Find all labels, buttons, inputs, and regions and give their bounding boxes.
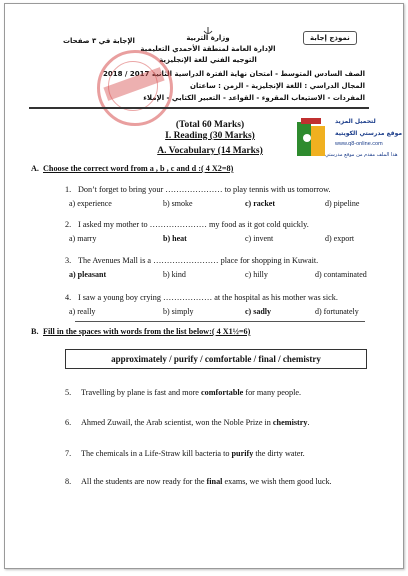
- reading-title: I. Reading (30 Marks): [165, 131, 255, 141]
- question-number: 3.: [65, 256, 72, 265]
- site-logo-line1: لتحميل المزيد: [335, 118, 376, 125]
- question-number: 4.: [65, 293, 72, 302]
- site-logo-line2: موقع مدرستي الكويتية: [335, 130, 403, 137]
- option: d) contaminated: [315, 270, 367, 279]
- sentence: All the students are now ready for the final exams, we wish them good luck.: [81, 477, 332, 486]
- option: d) export: [325, 234, 355, 243]
- option: b) smoke: [163, 199, 193, 208]
- section-a-letter: A.: [31, 164, 39, 173]
- section-b-instruction: Fill in the spaces with words from the list below:( 4 X1½=6): [43, 327, 251, 336]
- question-text: I saw a young boy crying ……………… at the hospital as his mother was sick.: [78, 293, 338, 302]
- sections-line: المفردات - الاستيعاب المقروء - القواعد - التعبير الكتابي - الإملاء: [143, 94, 365, 102]
- pages-note: الإجابة في ٣ صفحات: [63, 37, 135, 45]
- sentence-number: 7.: [65, 449, 72, 458]
- question-number: 2.: [65, 220, 72, 229]
- site-logo-line4: هذا الملف مقدم من موقع مدرستي: [325, 152, 398, 158]
- emblem-icon: [202, 23, 214, 33]
- model-answer-label: نموذج إجابة: [303, 31, 357, 45]
- question-text: Don’t forget to bring your ………………… to play tennis with us tomorrow.: [78, 185, 331, 194]
- supervision-name: التوجيه الفني للغة الإنجليزية: [159, 56, 257, 64]
- option: a) really: [69, 307, 96, 316]
- ministry-name: وزارة التربية: [186, 34, 230, 42]
- question-text: The Avenues Mall is a …………………… place for shopping in Kuwait.: [78, 256, 319, 265]
- option-correct: c) racket: [245, 199, 275, 208]
- word-list: approximately / purify / comfortable / final / chemistry: [111, 354, 321, 364]
- school-stamp: [97, 50, 173, 126]
- option: c) hilly: [245, 270, 268, 279]
- sentence-answer: chemistry: [272, 418, 308, 427]
- option-correct: c) sadly: [245, 307, 271, 316]
- sentence-answer: comfortable: [201, 388, 244, 397]
- total-marks: (Total 60 Marks): [175, 120, 245, 130]
- option: a) marry: [69, 234, 97, 243]
- site-logo-url: www.q8-online.com: [335, 141, 383, 147]
- sentence-answer: final: [206, 477, 223, 486]
- exam-page: [4, 3, 404, 569]
- option-correct: a) pleasant: [69, 270, 107, 279]
- sentence-answer: purify: [231, 449, 254, 458]
- option: b) kind: [163, 270, 186, 279]
- sentence-number: 6.: [65, 418, 72, 427]
- question-number: 1.: [65, 185, 72, 194]
- option: d) pipeline: [325, 199, 360, 208]
- section-a-instruction: Choose the correct word from a , b , c and d :( 4 X2=8): [43, 164, 234, 173]
- option: a) experience: [69, 199, 112, 208]
- directorate-name: الإدارة العامة لمنطقة الأحمدي التعليمية: [140, 45, 276, 53]
- sentence-number: 5.: [65, 388, 72, 397]
- exam-line: الصف السادس المتوسط - امتحان نهاية الفترة الدراسية الثانية 2017 / 2018: [102, 70, 365, 78]
- option-correct: b) heat: [163, 234, 187, 243]
- sentence: Travelling by plane is fast and more comfortable for many people.: [81, 388, 302, 397]
- sentence: Ahmed Zuwail, the Arab scientist, won the Noble Prize in chemistry.: [81, 418, 310, 427]
- section-b-letter: B.: [31, 327, 39, 336]
- vocabulary-title: A. Vocabulary (14 Marks): [157, 146, 263, 156]
- option: b) simply: [163, 307, 194, 316]
- option: d) fortunately: [315, 307, 359, 316]
- sentence: The chemicals in a Life-Straw kill bacteria to purify the dirty water.: [81, 449, 305, 458]
- sentence-number: 8.: [65, 477, 72, 486]
- question-text: I asked my mother to ………………… my food as it got cold quickly.: [78, 220, 309, 229]
- subject-line: المجال الدراسي : اللغة الإنجليزية - الزمن : ساعتان: [189, 82, 365, 90]
- option: c) invent: [245, 234, 274, 243]
- word-list-box: [65, 349, 367, 369]
